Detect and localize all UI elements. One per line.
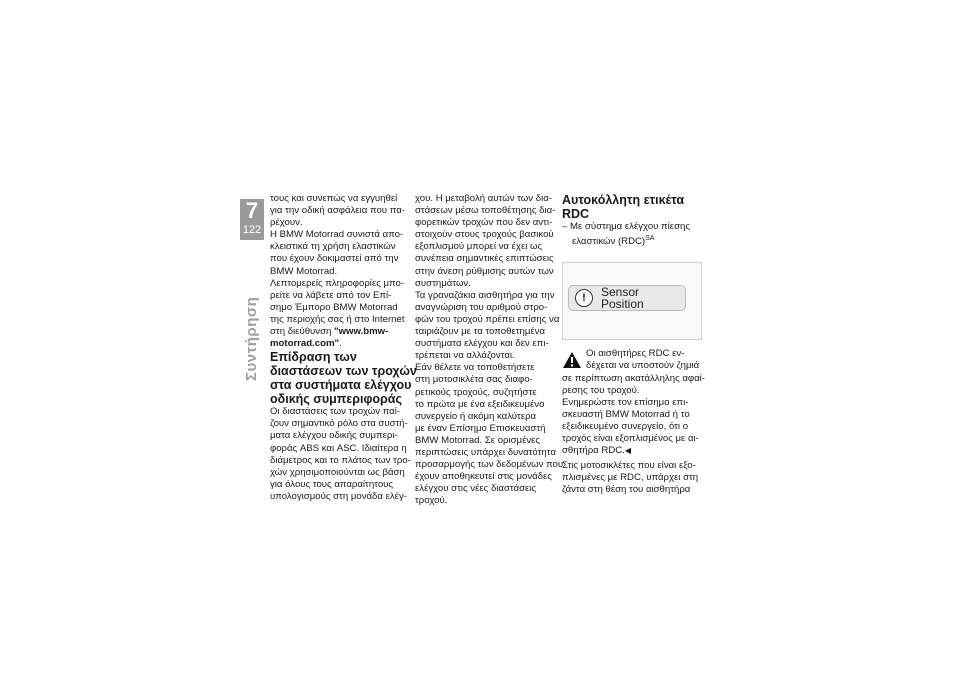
paragraph: Τα γραναζάκια αισθητήρα για την αναγνώριση του αριθμού στρο- φών του τροχού πρέπει επίσης να ταιριάζουν με τα τοποθετημένα συστήματα ελέγχου και δεν επι- τρέπεται να αλλάζονται. [415, 289, 560, 362]
list-item: – Με σύστημα ελέγχου πίεσης ελαστικών (RDC)$^{SA}$ [562, 221, 690, 248]
exclamation-icon: ! [575, 289, 593, 307]
paragraph: Εάν θέλετε να τοποθετήσετε στη μοτοσικλέτα σας διαφο- ρετικούς τροχούς, συζητήστε το πρώτα με ένα εξειδικευμένο συνεργείο ή ακόμη καλύτερα με έναν Επίσημο Επισκευαστή BMW Motorrad. Σε ορισμένες περιπτώσεις υπάρχει δυνατότητα προσαρμογής των δεδομένων που έχουν αποθηκευτεί στις μονάδες ελέγχου στις νέες διαστάσεις τροχού. [415, 362, 564, 507]
chapter-marker [240, 199, 264, 240]
paragraph: Η BMW Motorrad συνιστά απο- κλειστικά τη χρήση ελαστικών που έχουν δοκιμαστεί από την BMW Motorrad. [270, 229, 404, 277]
warning-paragraph: Οι αισθητήρες RDC εν- δέχεται να υποστούν ζημιά σε περίπτωση ακατάλληλης αφαί- ρεσης του τροχού. [562, 348, 705, 396]
section-heading: Αυτοκόλλητη ετικέτα RDC [562, 193, 685, 221]
sensor-position-sticker-figure [562, 262, 702, 340]
section-heading: Επίδραση των διαστάσεων των τροχών στα συστήματα ελέγχου οδικής συμπεριφοράς [270, 350, 417, 407]
text-column-2 [415, 193, 564, 507]
paragraph: τους και συνεπώς να εγγυηθεί για την οδική ασφάλεια που πα- ρέχουν. [270, 193, 405, 229]
text-column-1 [270, 193, 417, 503]
website-url: "www.bmw- [334, 326, 389, 338]
paragraph: χου. Η μεταβολή αυτών των δια- στάσεων μέσω τοποθέτησης δια- φορετικών τροχών που δεν αντι- στοιχούν στους τροχούς βασικού εξοπλισμού μπορεί να έχει ως συνέπεια σημαντικές επιπτώσεις στην άνεση ρύθμισης αυτών των συστημάτων. [415, 193, 556, 289]
end-of-section-icon: ◀ [624, 446, 631, 456]
sticker-text: Sensor Position [601, 285, 644, 312]
chapter-title: Συντήρηση [243, 296, 260, 381]
chapter-number: 7 [245, 198, 259, 223]
warning-triangle-icon [562, 351, 582, 369]
paragraph: Λεπτομερείς πληροφορίες μπο- ρείτε να λάβετε από τον Επί- σημο Έμπορο BMW Motorrad της περιοχής σας ή στο Internet στη διεύθυνση "www.bmw- motorrad.com". [270, 277, 405, 350]
text-column-3 [562, 193, 704, 497]
paragraph: Οι διαστάσεις των τροχών παί- ζουν σημαντικό ρόλο στα συστή- ματα ελέγχου οδικής συμπερι- φοράς ABS και ASC. Ιδιαίτερα η διάμετρος και το πλάτος των τρο- χών χρησιμοποιούνται ως βάση για όλους τους απαραίτητους υπολογισμούς στη μονάδα ελέγ- [270, 406, 411, 502]
website-url: motorrad.com" [270, 338, 340, 350]
paragraph: Ενημερώστε τον επίσημο επι- σκευαστή BMW Motorrad ή το εξειδικευμένο συνεργείο, ότι ο τροχός είναι εξοπλισμένος με αι- σθητήρα RDC.◀ [562, 396, 699, 457]
page-number: 122 [242, 224, 262, 236]
sensor-position-label [568, 285, 686, 311]
paragraph: Στις μοτοσικλέτες που είναι εξο- πλισμένες με RDC, υπάρχει στη ζάντα στη θέση του αισθητήρα [562, 460, 699, 496]
